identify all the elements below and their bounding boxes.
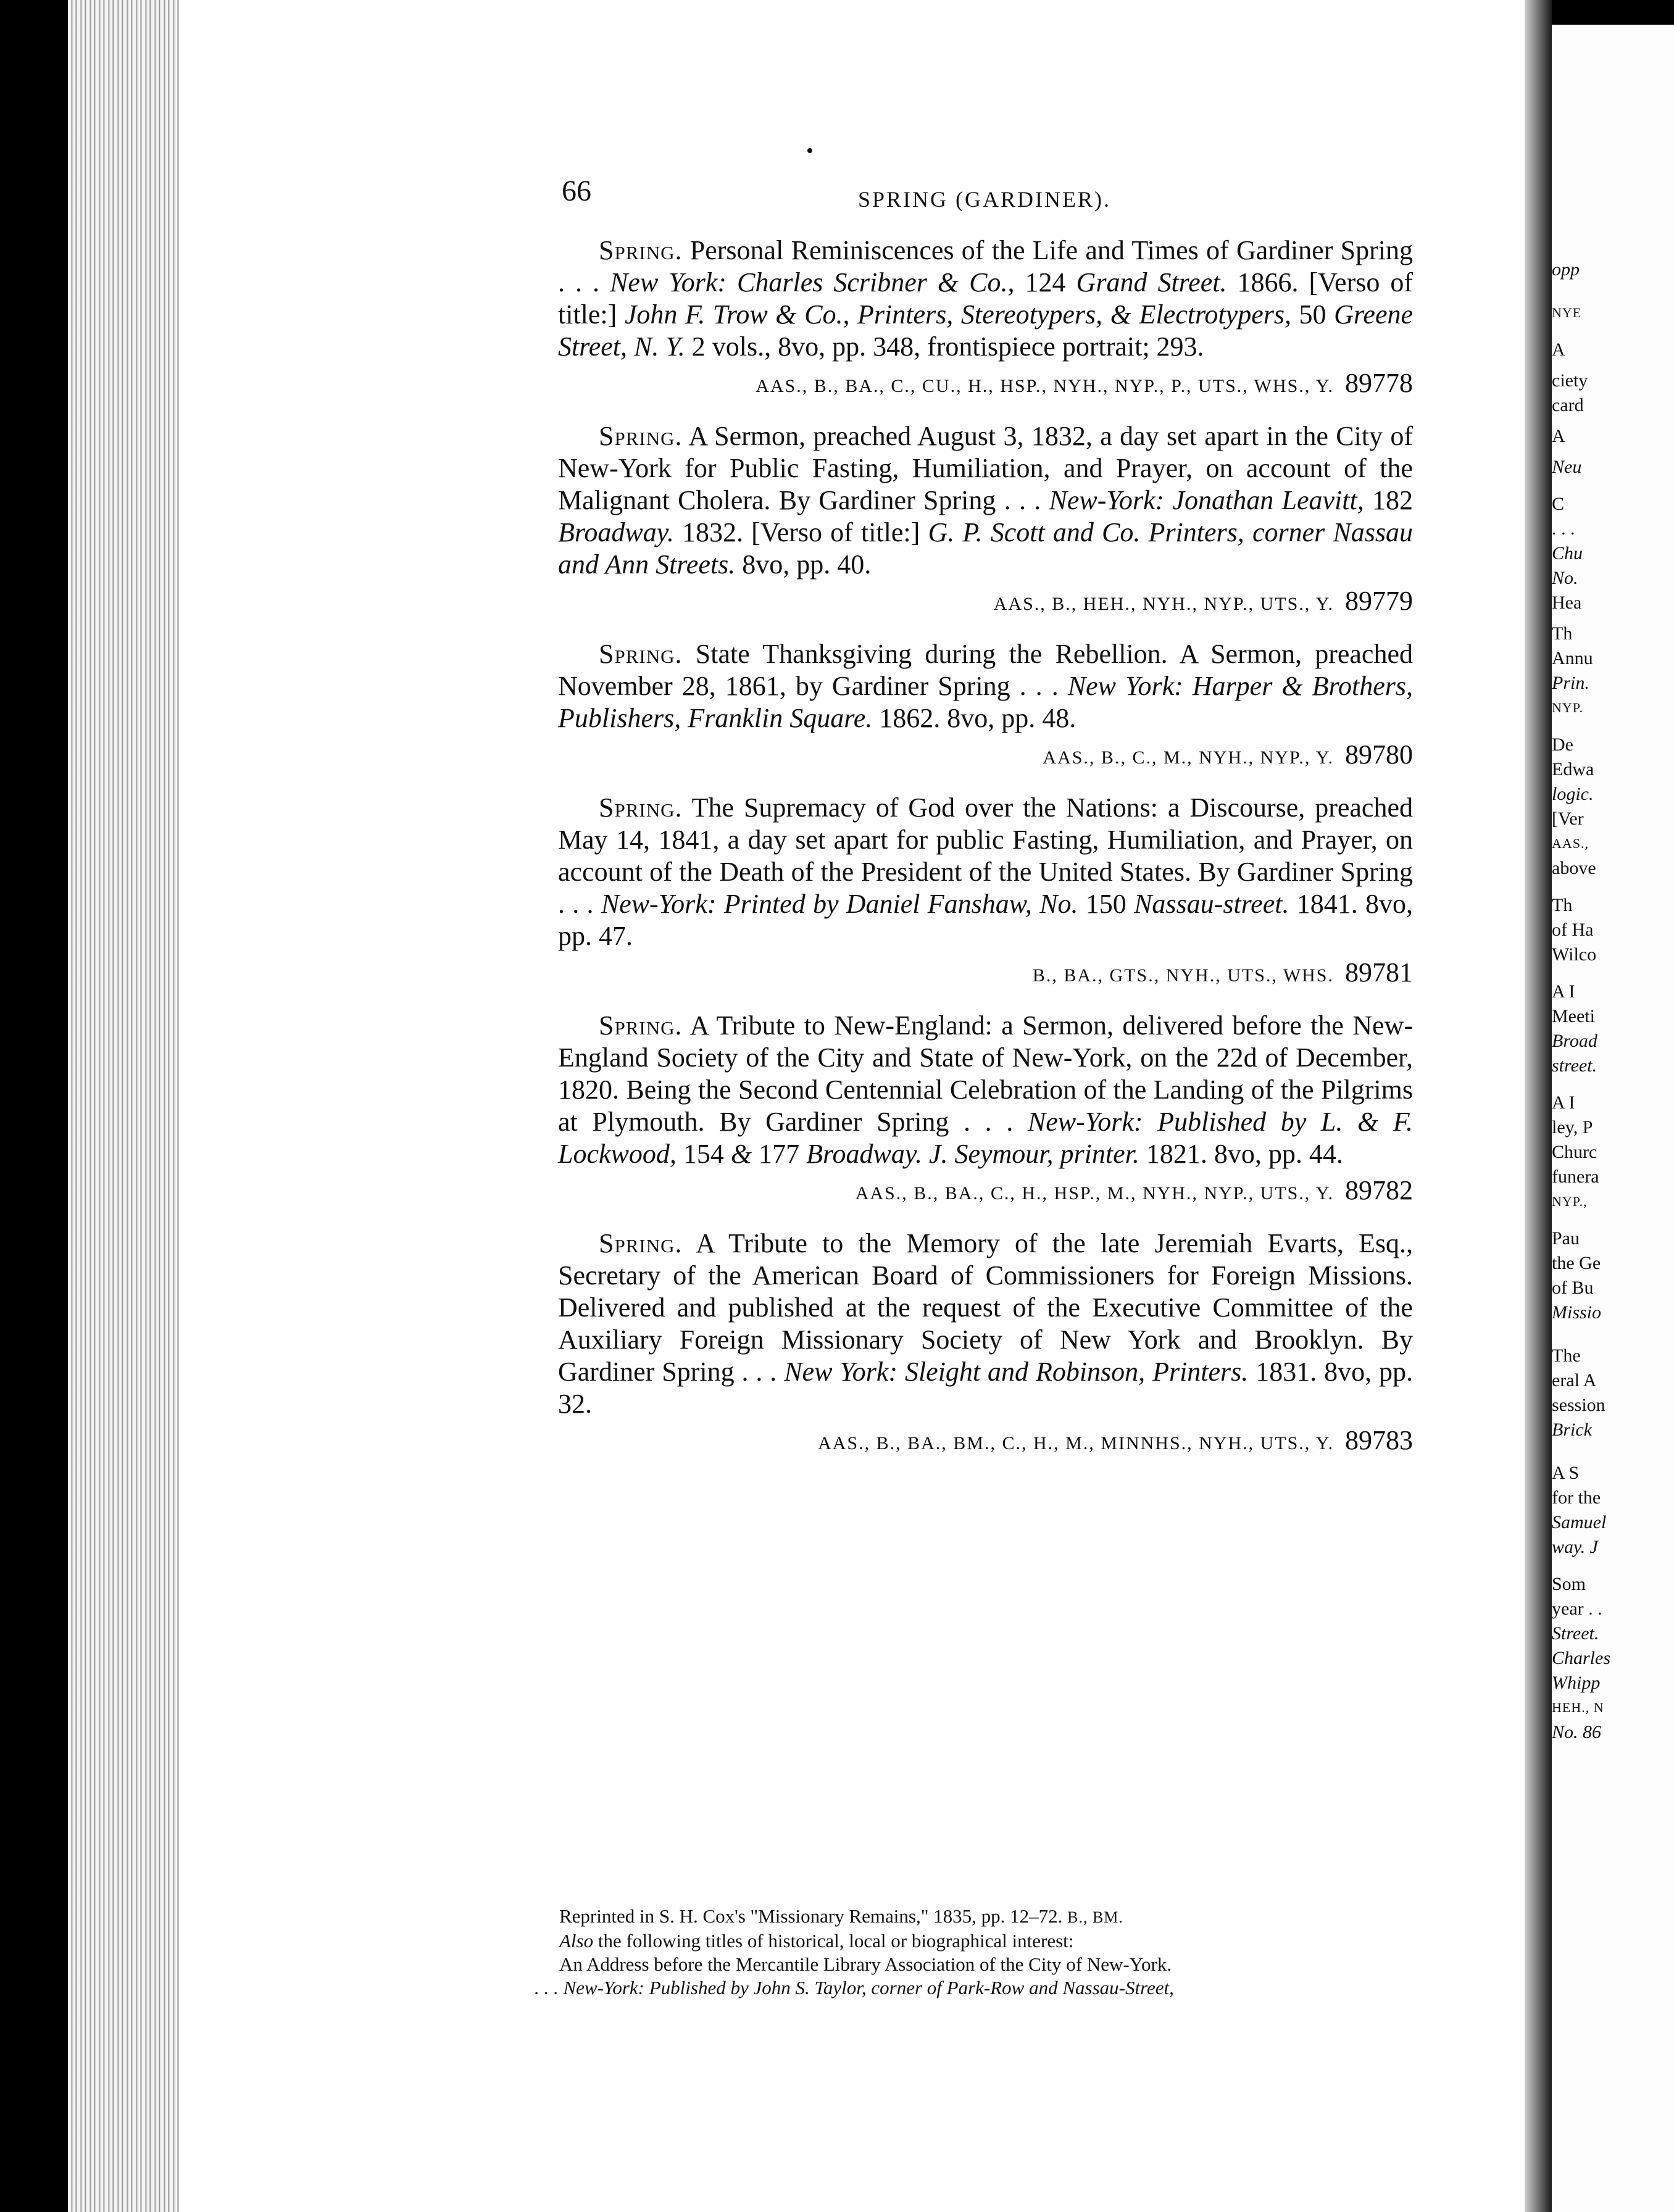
entry-author: Spring. (599, 421, 683, 451)
entry-locations (558, 584, 1413, 621)
entry-text-run: Personal Reminiscences of the Life and Times of Gardiner Spring . . . (558, 235, 1413, 297)
facing-page-text: Charles (1552, 1648, 1611, 1668)
page-number: 66 (562, 175, 591, 207)
facing-page-text: A (1552, 339, 1565, 360)
facing-page-text: [Ver (1552, 809, 1584, 829)
facing-page-text: No. (1552, 568, 1578, 588)
printer-dot (807, 148, 812, 153)
address-line: An Address before the Mercantile Library Association of the City of New-York. (559, 1953, 1172, 1975)
entry-number: 89779 (1345, 586, 1413, 616)
entry-text-run: A Sermon, preached August 3, 1832, a day set apart in the City of New-York for Public Fasting, Humiliation, and Prayer, on account of the Malignant Cholera. By Gardiner Spring . . . (558, 421, 1413, 515)
bibliography-entry (558, 638, 1413, 775)
facing-page-text: Churc (1552, 1142, 1597, 1162)
entry-text-run: 2 vols., 8vo, pp. 348, frontispiece portrait; 293. (685, 331, 1204, 362)
entry-locations (558, 367, 1413, 403)
reprint-note: Reprinted in S. H. Cox's "Missionary Remains," 1835, pp. 12–72. B., BM. (559, 1905, 1123, 1927)
book-fore-edge (68, 0, 179, 2212)
facing-page-text: . . . (1552, 518, 1575, 539)
facing-page-text: Annu (1552, 648, 1593, 668)
facing-page-text: funera (1552, 1166, 1599, 1187)
entry-locations (558, 738, 1413, 775)
entry-imprint-italic: New-York: Published by L. & F. Lockwood, (558, 1107, 1413, 1169)
running-head: SPRING (GARDINER). (858, 187, 1112, 212)
entry-imprint-italic: New York: Sleight and Robinson, Printers. (784, 1357, 1249, 1387)
entry-locations (558, 1424, 1413, 1460)
entry-imprint-italic: Broadway. (558, 517, 674, 547)
bibliography-entry (558, 1010, 1413, 1210)
bibliography-entry (558, 235, 1413, 403)
entry-text-run: 1831. 8vo, pp. 32. (558, 1357, 1414, 1419)
entry-text (558, 638, 1413, 734)
location-codes: AAS., B., BA., C., CU., H., HSP., NYH., NYP., P., UTS., WHS., Y. (756, 376, 1334, 396)
facing-page-text: Th (1552, 623, 1573, 644)
facing-page-text: Missio (1552, 1302, 1602, 1323)
entry-imprint-italic: New York: Harper & Brothers, Publishers, Franklin Square. (558, 671, 1413, 733)
entry-imprint-italic: New-York: Jonathan Leavitt, (1049, 485, 1364, 515)
entry-number: 89783 (1345, 1425, 1413, 1455)
facing-page-text: No. 86 (1552, 1722, 1602, 1742)
entry-text-run: 8vo, pp. 40. (735, 549, 872, 580)
publisher-line: . . . New-York: Published by John S. Taylor, corner of Park-Row and Nassau-Street, (535, 1977, 1174, 1998)
entry-number: 89780 (1345, 739, 1413, 770)
facing-page-text: A I (1552, 1092, 1575, 1113)
entry-text-run: The Supremacy of God over the Nations: a Discourse, preached May 14, 1841, a day set apart for public Fasting, Humiliation, and Prayer, on account of the Death of the President of the United States. By Gardiner Spring . . . (558, 792, 1413, 919)
entry-text-run: 154 (676, 1139, 731, 1169)
entry-author: Spring. (599, 639, 683, 669)
facing-page-text: Wilco (1552, 944, 1597, 965)
facing-page-text: Neu (1552, 457, 1582, 477)
facing-page-text: Samuel (1552, 1512, 1607, 1532)
location-codes: B., BA., GTS., NYH., UTS., WHS. (1032, 965, 1334, 986)
location-codes: AAS., B., BA., BM., C., H., M., MINNHS., NYH., UTS., Y. (818, 1433, 1334, 1453)
entry-text (558, 1010, 1413, 1170)
entry-author: Spring. (599, 1010, 683, 1041)
location-codes: AAS., B., HEH., NYH., NYP., UTS., Y. (993, 594, 1334, 614)
entry-author: Spring. (599, 235, 683, 265)
entry-locations (558, 956, 1413, 992)
entry-imprint-italic: Greene Street, N. Y. (558, 299, 1414, 362)
facing-page-text: A (1552, 426, 1565, 446)
facing-page-text: C (1552, 494, 1565, 514)
facing-page-text: Som (1552, 1574, 1586, 1594)
entry-text (558, 792, 1413, 952)
entry-imprint-italic: Grand Street. (1076, 267, 1227, 297)
facing-page-text: Th (1552, 895, 1573, 915)
facing-page-text: HEH., N (1552, 1700, 1604, 1715)
facing-page-text: NYP. (1552, 700, 1584, 715)
facing-page-text: eral A (1552, 1370, 1597, 1391)
location-codes: AAS., B., C., M., NYH., NYP., Y. (1043, 747, 1334, 768)
facing-page-text: AAS., (1552, 836, 1589, 851)
facing-page-text: NYP., (1552, 1194, 1588, 1209)
facing-page-text: Hea (1552, 592, 1582, 613)
facing-page-text: NYE (1552, 305, 1582, 320)
facing-page-text: above (1552, 858, 1596, 878)
entry-text-run: 124 (1014, 267, 1076, 297)
facing-page-fragment (1552, 25, 1674, 2212)
entry-number: 89782 (1345, 1175, 1413, 1205)
entry-text-run: 177 (752, 1139, 807, 1169)
entry-text (558, 420, 1413, 581)
entry-author: Spring. (599, 1228, 683, 1258)
entry-text-run: 182 (1364, 485, 1413, 515)
facing-page-text: way. J (1552, 1537, 1598, 1557)
facing-page-text: Prin. (1552, 673, 1589, 693)
bibliography-entry (558, 792, 1413, 992)
bibliography-entry (558, 420, 1413, 621)
facing-page-text: the Ge (1552, 1253, 1601, 1273)
facing-page-text: The (1552, 1345, 1581, 1366)
footnotes (535, 1905, 1386, 2000)
facing-page-text: logic. (1552, 784, 1594, 804)
location-codes: AAS., B., BA., C., H., HSP., M., NYH., NYP., UTS., Y. (855, 1183, 1334, 1204)
facing-page-text: ley, P (1552, 1117, 1593, 1137)
facing-page-text: Edwa (1552, 759, 1594, 780)
facing-page-text: A I (1552, 981, 1575, 1002)
facing-page-text: Broad (1552, 1031, 1597, 1051)
facing-page-text: of Bu (1552, 1278, 1594, 1298)
entry-text (558, 1228, 1413, 1420)
entry-number: 89778 (1345, 368, 1413, 398)
facing-page-text: session (1552, 1395, 1605, 1415)
entry-text-run: 1862. 8vo, pp. 48. (872, 703, 1076, 733)
facing-page-text: De (1552, 734, 1573, 755)
entry-text (558, 235, 1413, 363)
entry-imprint-italic: New-York: Printed by Daniel Fanshaw, No. (601, 889, 1078, 919)
entry-text-run: 1866. [Verso of title:] (558, 267, 1414, 330)
entry-locations (558, 1174, 1413, 1210)
facing-page-text: opp (1552, 259, 1580, 280)
gutter-shadow (1525, 0, 1552, 2212)
entry-imprint-italic: Broadway. J. Seymour, printer. (806, 1139, 1139, 1169)
entry-imprint-italic: G. P. Scott and Co. Printers, corner Nassau and Ann Streets. (558, 517, 1414, 580)
entry-text-run: 150 (1078, 889, 1135, 919)
facing-page-text: card (1552, 395, 1584, 415)
facing-page-text: Chu (1552, 543, 1583, 563)
facing-page-text: A S (1552, 1463, 1580, 1483)
facing-page-text: Meeti (1552, 1006, 1595, 1026)
also-note: Also the following titles of historical, local or biographical interest: (559, 1930, 1074, 1952)
entry-imprint-italic: New York: Charles Scribner & Co., (610, 267, 1015, 297)
facing-page-text: of Ha (1552, 920, 1594, 940)
entry-text-run: State Thanksgiving during the Rebellion. A Sermon, preached November 28, 1861, by Gardiner Spring . . . (558, 639, 1413, 701)
entry-text-run: 1832. [Verso of title:] (673, 517, 928, 547)
entry-imprint-italic: & (730, 1139, 752, 1169)
facing-page-text: Pau (1552, 1228, 1580, 1249)
facing-page-text: Whipp (1552, 1673, 1601, 1693)
entry-author: Spring. (599, 792, 683, 823)
facing-page-text: Street. (1552, 1623, 1599, 1644)
entry-number: 89781 (1345, 957, 1413, 988)
entry-text-run: 1841. 8vo, pp. 47. (558, 889, 1414, 951)
entry-text-run: A Tribute to the Memory of the late Jeremiah Evarts, Esq., Secretary of the American Board of Commissioners for Foreign Missions. Delivered and published at the request of the Executive Committee of the Auxiliary Foreign Missionary Society of New York and Brooklyn. By Gardiner Spring . . . (558, 1228, 1413, 1387)
entry-text-run: 50 (1291, 299, 1335, 330)
facing-page-text: year . . (1552, 1599, 1602, 1619)
entry-text-run: 1821. 8vo, pp. 44. (1139, 1139, 1343, 1169)
facing-page-text: Brick (1552, 1420, 1592, 1440)
facing-page-text: ciety (1552, 370, 1588, 391)
bibliography-entry (558, 1228, 1413, 1460)
facing-page-text: street. (1552, 1055, 1597, 1076)
facing-page-text: for the (1552, 1487, 1601, 1508)
entry-imprint-italic: John F. Trow & Co., Printers, Stereotypers, & Electrotypers, (624, 299, 1291, 330)
entry-text-run: A Tribute to New-England: a Sermon, delivered before the New-England Society of the City and State of New-York, on the 22d of December, 1820. Being the Second Centennial Celebration of the Landing of the Pilgrims at Plymouth. By Gardiner Spring . . . (558, 1010, 1413, 1137)
bibliography-entries (558, 235, 1413, 1478)
entry-imprint-italic: Nassau-street. (1134, 889, 1289, 919)
